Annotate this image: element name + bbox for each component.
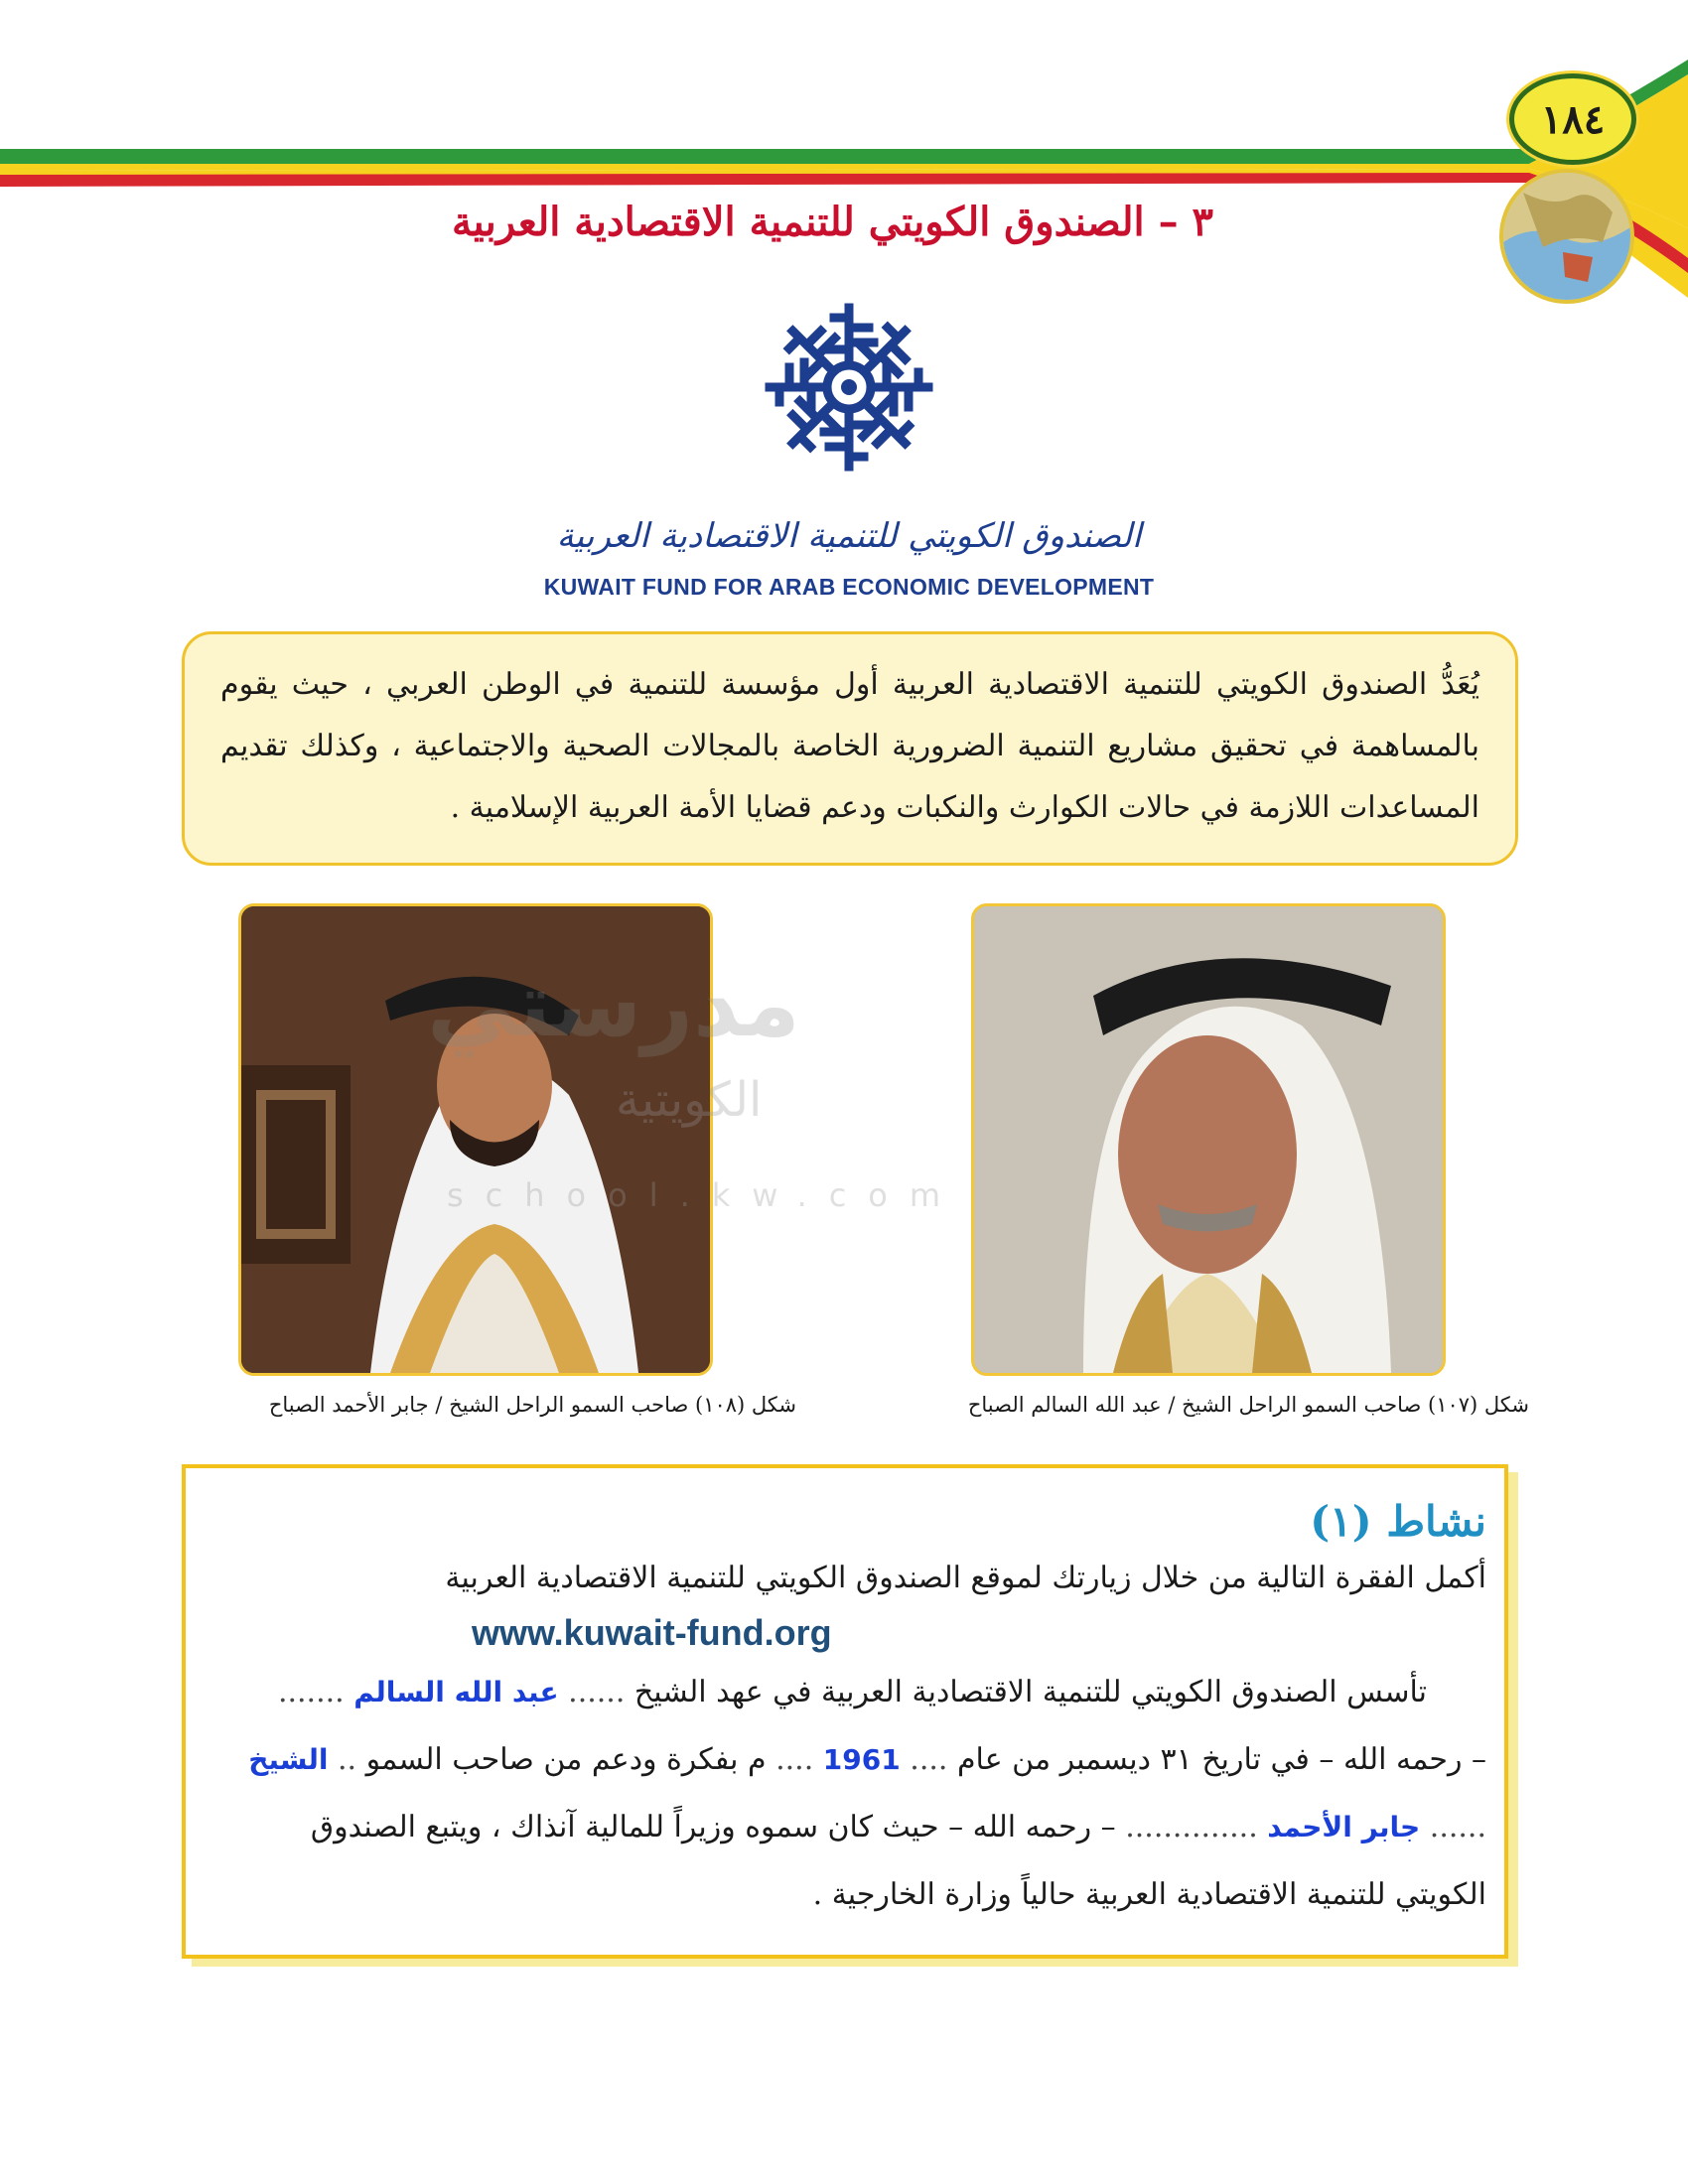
line2-text-b: م بفكرة ودعم من صاحب السمو — [365, 1742, 767, 1777]
answer-minister-name: جابر الأحمد — [1267, 1811, 1421, 1843]
activity-line-2: – رحمه الله – في تاريخ ٣١ ديسمبر من عام .... 1961 .... م بفكرة ودعم من صاحب السمو .. الشيخ — [248, 1742, 1486, 1777]
activity-instruction: أكمل الفقرة التالية من خلال زيارتك لموقع الصندوق الكويتي للتنمية الاقتصادية العربية — [445, 1561, 1486, 1595]
line4-text: الكويتي للتنمية الاقتصادية العربية حالياً وزارة الخارجية . — [812, 1877, 1486, 1912]
intro-paragraph-box — [182, 631, 1518, 866]
header-stripes — [0, 0, 1688, 318]
kuwait-fund-link[interactable]: www.kuwait-fund.org — [472, 1612, 832, 1653]
page-number: ١٨٤ — [1509, 73, 1636, 165]
map-thumbnail — [1499, 169, 1634, 304]
photo-abdullah-al-salem — [971, 903, 1446, 1376]
activity-line-3: ...... جابر الأحمد .............. – رحمه الله – حيث كان سموه وزيراً للمالية آنذاك ، ويتبع الصندوق — [310, 1810, 1486, 1844]
figure-107-caption: شكل (١٠٧) صاحب السمو الراحل الشيخ / عبد الله السالم الصباح — [967, 1393, 1529, 1417]
intro-text: يُعَدُّ الصندوق الكويتي للتنمية الاقتصادية العربية أول مؤسسة للتنمية في الوطن العربي ، حيث يقوم بالمساهمة في تحقيق مشاريع التنمية الضرورية الخاصة بالمجالات الصحية والاجتماعية ، وكذلك تقديم المساعدات اللازمة في حالات الكوارث والنكبات ودعم قضايا الأمة العربية الإسلامية . — [220, 667, 1479, 825]
activity-box — [182, 1464, 1508, 1959]
answer-founder-name: عبد الله السالم — [353, 1676, 559, 1708]
line1-text: تأسس الصندوق الكويتي للتنمية الاقتصادية العربية في عهد الشيخ — [633, 1675, 1427, 1709]
answer-title: الشيخ — [248, 1743, 329, 1776]
watermark-url: school.kw.com — [447, 1176, 963, 1214]
line3-text: – رحمه الله – حيث كان سموه وزيراً للمالية آنذاك ، ويتبع الصندوق — [310, 1810, 1116, 1844]
kuwait-fund-logo-icon — [750, 288, 948, 486]
answer-year: 1961 — [822, 1743, 901, 1776]
activity-title: نشاط (١) — [1310, 1497, 1486, 1546]
section-title: ٣ – الصندوق الكويتي للتنمية الاقتصادية العربية — [452, 199, 1213, 245]
watermark-sub: الكويتية — [616, 1072, 763, 1128]
activity-line-1: تأسس الصندوق الكويتي للتنمية الاقتصادية العربية في عهد الشيخ ...... عبد الله السالم ....... — [204, 1659, 1486, 1726]
figure-108-caption: شكل (١٠٨) صاحب السمو الراحل الشيخ / جابر الأحمد الصباح — [268, 1393, 796, 1417]
logo-arabic-name: الصندوق الكويتي للتنمية الاقتصادية العربية — [556, 516, 1142, 556]
line2-text-a: – رحمه الله – في تاريخ ٣١ ديسمبر من عام — [956, 1742, 1486, 1777]
watermark-brand: مدرستي — [427, 953, 800, 1057]
logo-english-name: KUWAIT FUND FOR ARAB ECONOMIC DEVELOPMENT — [543, 574, 1155, 600]
activity-line-4 — [204, 1861, 1486, 1929]
